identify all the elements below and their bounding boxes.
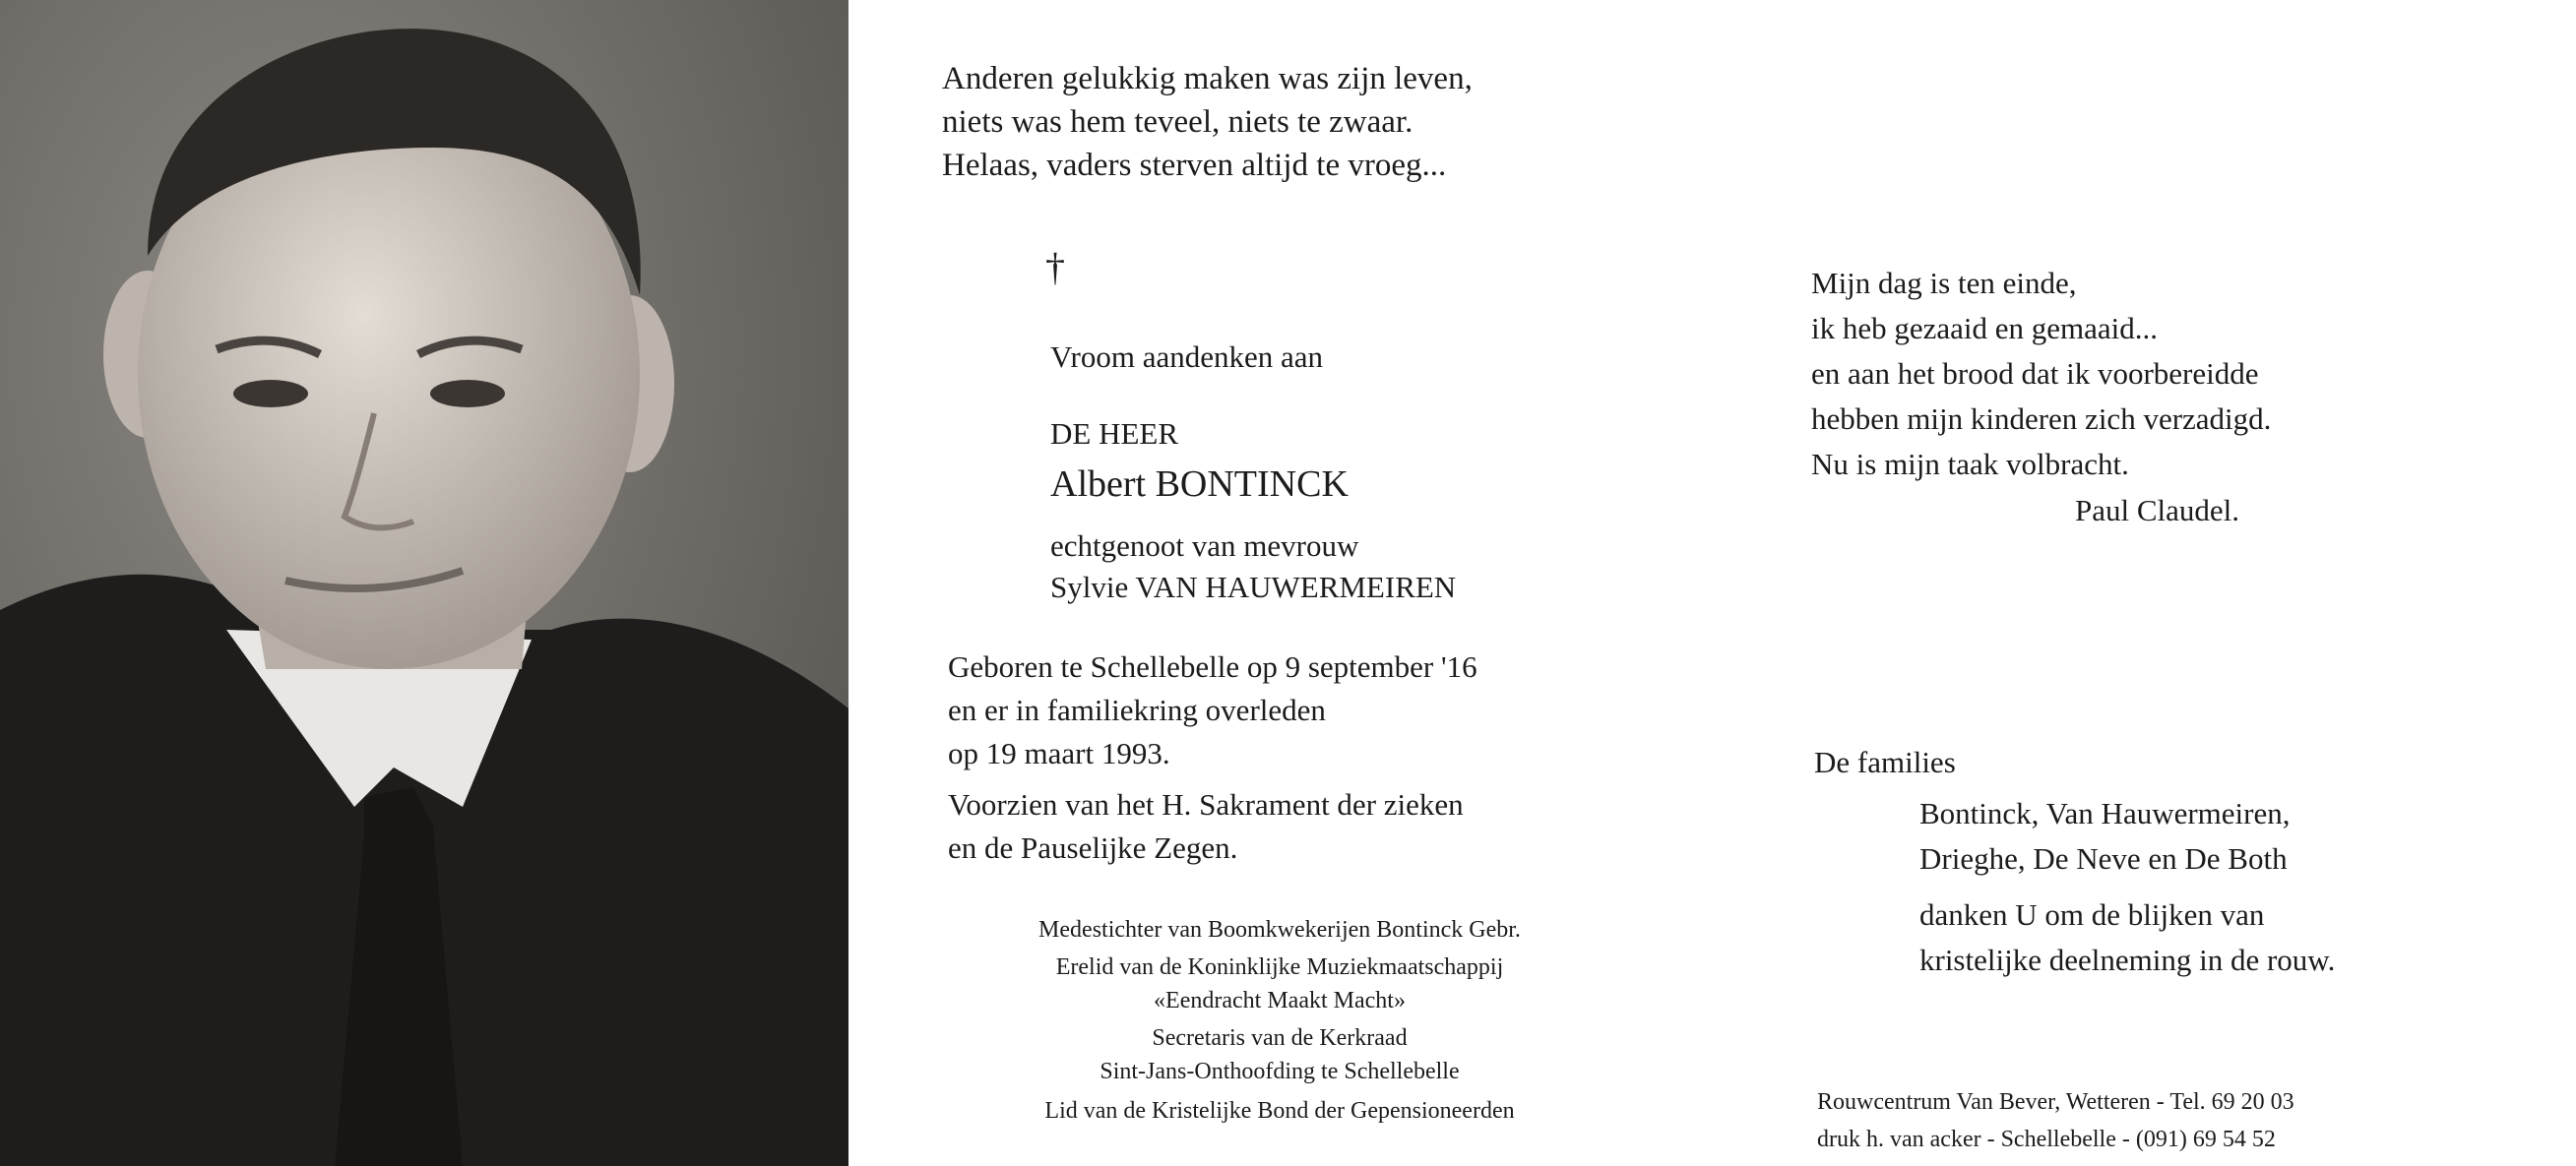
- life-line: en er in familiekring overleden: [948, 693, 1326, 727]
- poem-right-line: ik heb gezaaid en gemaaid...: [1811, 311, 2159, 345]
- sacrament-line: Voorzien van het H. Sakrament der zieken: [948, 787, 1464, 822]
- life-details: [948, 645, 1477, 775]
- memorial-title: DE HEER: [1050, 416, 1179, 451]
- deceased-name: Albert BONTINCK: [1050, 463, 1349, 505]
- right-eye: [430, 380, 505, 407]
- poem-right-line: Nu is mijn taak volbracht.: [1811, 447, 2129, 481]
- families-list: [1919, 791, 2291, 882]
- printer-line: druk h. van acker - Schellebelle - (091) 69 54 52: [1817, 1127, 2276, 1152]
- thanks-intro: De families: [1814, 745, 1956, 779]
- role-line: Lid van de Kristelijke Bond der Gepensioneerden: [1044, 1098, 1515, 1124]
- poem-right-line: en aan het brood dat ik voorbereidde: [1811, 356, 2259, 391]
- portrait-illustration: [0, 0, 848, 1166]
- role-line: Secretaris van de Kerkraad: [1152, 1025, 1408, 1051]
- poem-left-line: niets was hem teveel, niets te zwaar.: [942, 104, 1414, 140]
- thanks-line: kristelijke deelneming in de rouw.: [1919, 943, 2336, 977]
- life-line: Geboren te Schellebelle op 9 september '16: [948, 649, 1477, 684]
- spouse-name: Sylvie VAN HAUWERMEIREN: [1050, 570, 1457, 604]
- left-eye: [233, 380, 308, 407]
- poem-left-line: Helaas, vaders sterven altijd te vroeg...: [942, 148, 1447, 183]
- poem-right: [1811, 261, 2271, 487]
- portrait-photo: [0, 0, 848, 1166]
- poem-left-line: Anderen gelukkig maken was zijn leven,: [942, 61, 1473, 96]
- sacrament-line: en de Pauselijke Zegen.: [948, 830, 1238, 865]
- thanks-text: [1919, 892, 2335, 983]
- printer-info: [1817, 1083, 2294, 1158]
- printer-line: Rouwcentrum Van Bever, Wetteren - Tel. 69 20 03: [1817, 1089, 2294, 1115]
- role-line: Sint-Jans-Onthoofding te Schellebelle: [1100, 1059, 1460, 1084]
- poem-author: Paul Claudel.: [2075, 493, 2240, 527]
- poem-left: [942, 57, 1473, 187]
- thanks-line: danken U om de blijken van: [1919, 897, 2265, 932]
- poem-right-line: hebben mijn kinderen zich verzadigd.: [1811, 401, 2272, 436]
- role-line: «Eendracht Maakt Macht»: [1154, 988, 1406, 1013]
- sacrament: [948, 783, 1464, 870]
- families-line: Drieghe, De Neve en De Both: [1919, 841, 2288, 876]
- spouse-intro: echtgenoot van mevrouw: [1050, 528, 1359, 563]
- roles: [925, 913, 1634, 1128]
- role-line: Medestichter van Boomkwekerijen Bontinck Gebr.: [1038, 917, 1521, 943]
- poem-right-line: Mijn dag is ten einde,: [1811, 266, 2077, 300]
- memorial-intro: Vroom aandenken aan: [1050, 339, 1324, 374]
- role-line: Erelid van de Koninklijke Muziekmaatschappij: [1055, 954, 1504, 980]
- cross-icon: †: [1045, 245, 1065, 289]
- life-line: op 19 maart 1993.: [948, 736, 1170, 770]
- families-line: Bontinck, Van Hauwermeiren,: [1919, 796, 2291, 830]
